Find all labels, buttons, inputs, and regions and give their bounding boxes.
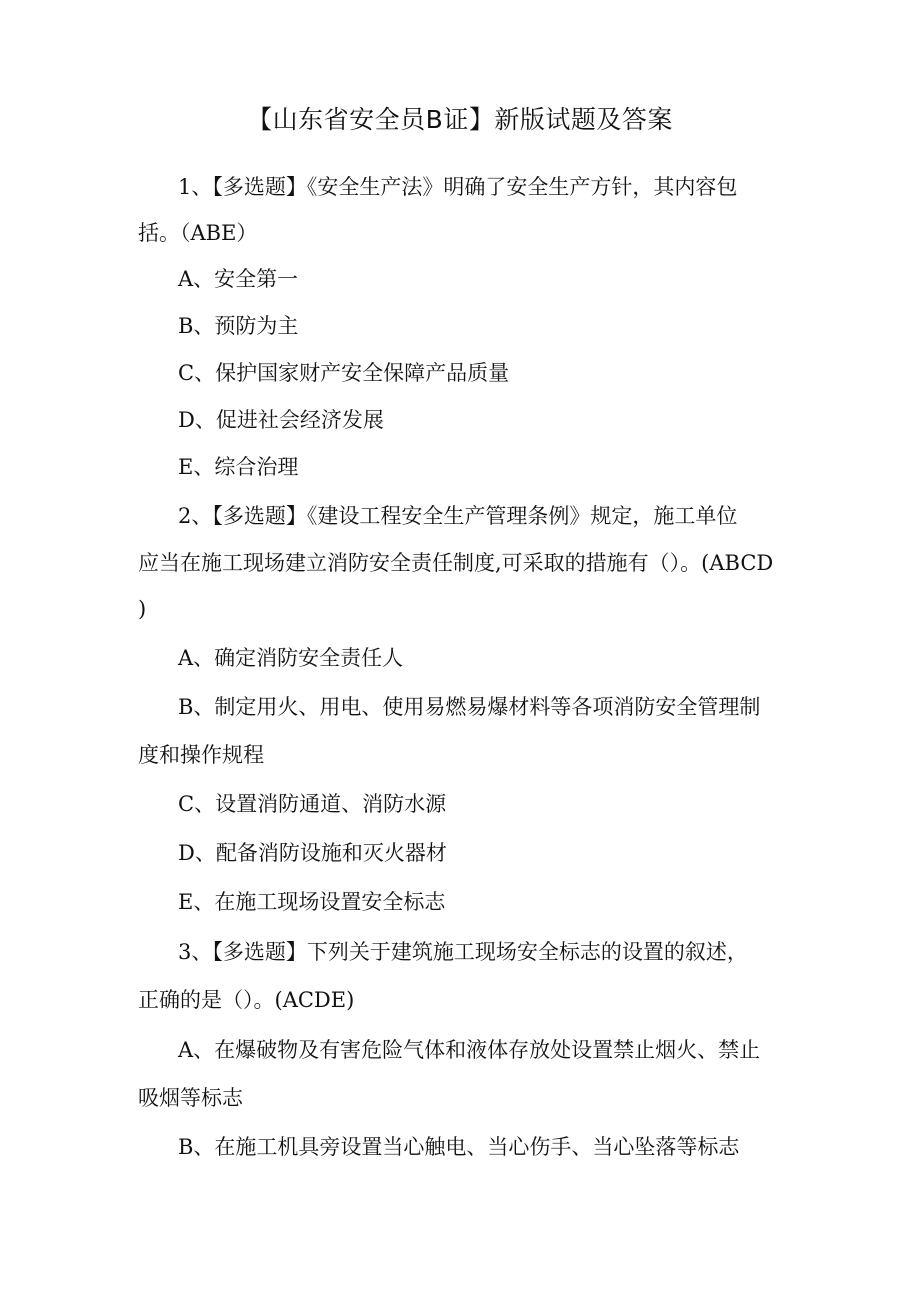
- question-1-option-c: C、保护国家财产安全保障产品质量: [178, 361, 510, 385]
- question-1-option-b: B、预防为主: [178, 314, 299, 338]
- question-2-option-a: A、确定消防安全责任人: [178, 646, 404, 670]
- question-2-option-b: B、制定用火、用电、使用易燃易爆材料等各项消防安全管理制: [178, 695, 761, 719]
- question-2-text-cont: 应当在施工现场建立消防安全责任制度,可采取的措施有（）。(ABCD: [138, 551, 774, 575]
- question-1-option-e: E、综合治理: [178, 455, 299, 479]
- question-3-option-a-cont: 吸烟等标志: [138, 1086, 243, 1110]
- question-3-text-cont: 正确的是（）。(ACDE): [138, 988, 355, 1012]
- question-3-option-a: A、在爆破物及有害危险气体和液体存放处设置禁止烟火、禁止: [178, 1038, 761, 1062]
- question-2-option-e: E、在施工现场设置安全标志: [178, 890, 446, 914]
- question-3-option-b: B、在施工机具旁设置当心触电、当心伤手、当心坠落等标志: [178, 1135, 740, 1159]
- question-2-text: 2、【多选题】《建设工程安全生产管理条例》规定，施工单位: [178, 504, 738, 528]
- question-3-text: 3、【多选题】下列关于建筑施工现场安全标志的设置的叙述，: [178, 940, 748, 964]
- question-2-option-c: C、设置消防通道、消防水源: [178, 792, 447, 816]
- question-2-text-cont-2: ): [138, 597, 147, 621]
- question-1-text: 1、【多选题】《安全生产法》明确了安全生产方针，其内容包: [178, 175, 738, 199]
- question-1-option-d: D、促进社会经济发展: [178, 408, 384, 432]
- question-2-option-d: D、配备消防设施和灭火器材: [178, 841, 447, 865]
- question-1-text-cont: 括。（ABE）: [138, 221, 258, 245]
- page-title: 【山东省安全员B证】新版试题及答案: [247, 105, 673, 134]
- question-2-option-b-cont: 度和操作规程: [138, 743, 264, 767]
- question-1-option-a: A、安全第一: [178, 267, 299, 291]
